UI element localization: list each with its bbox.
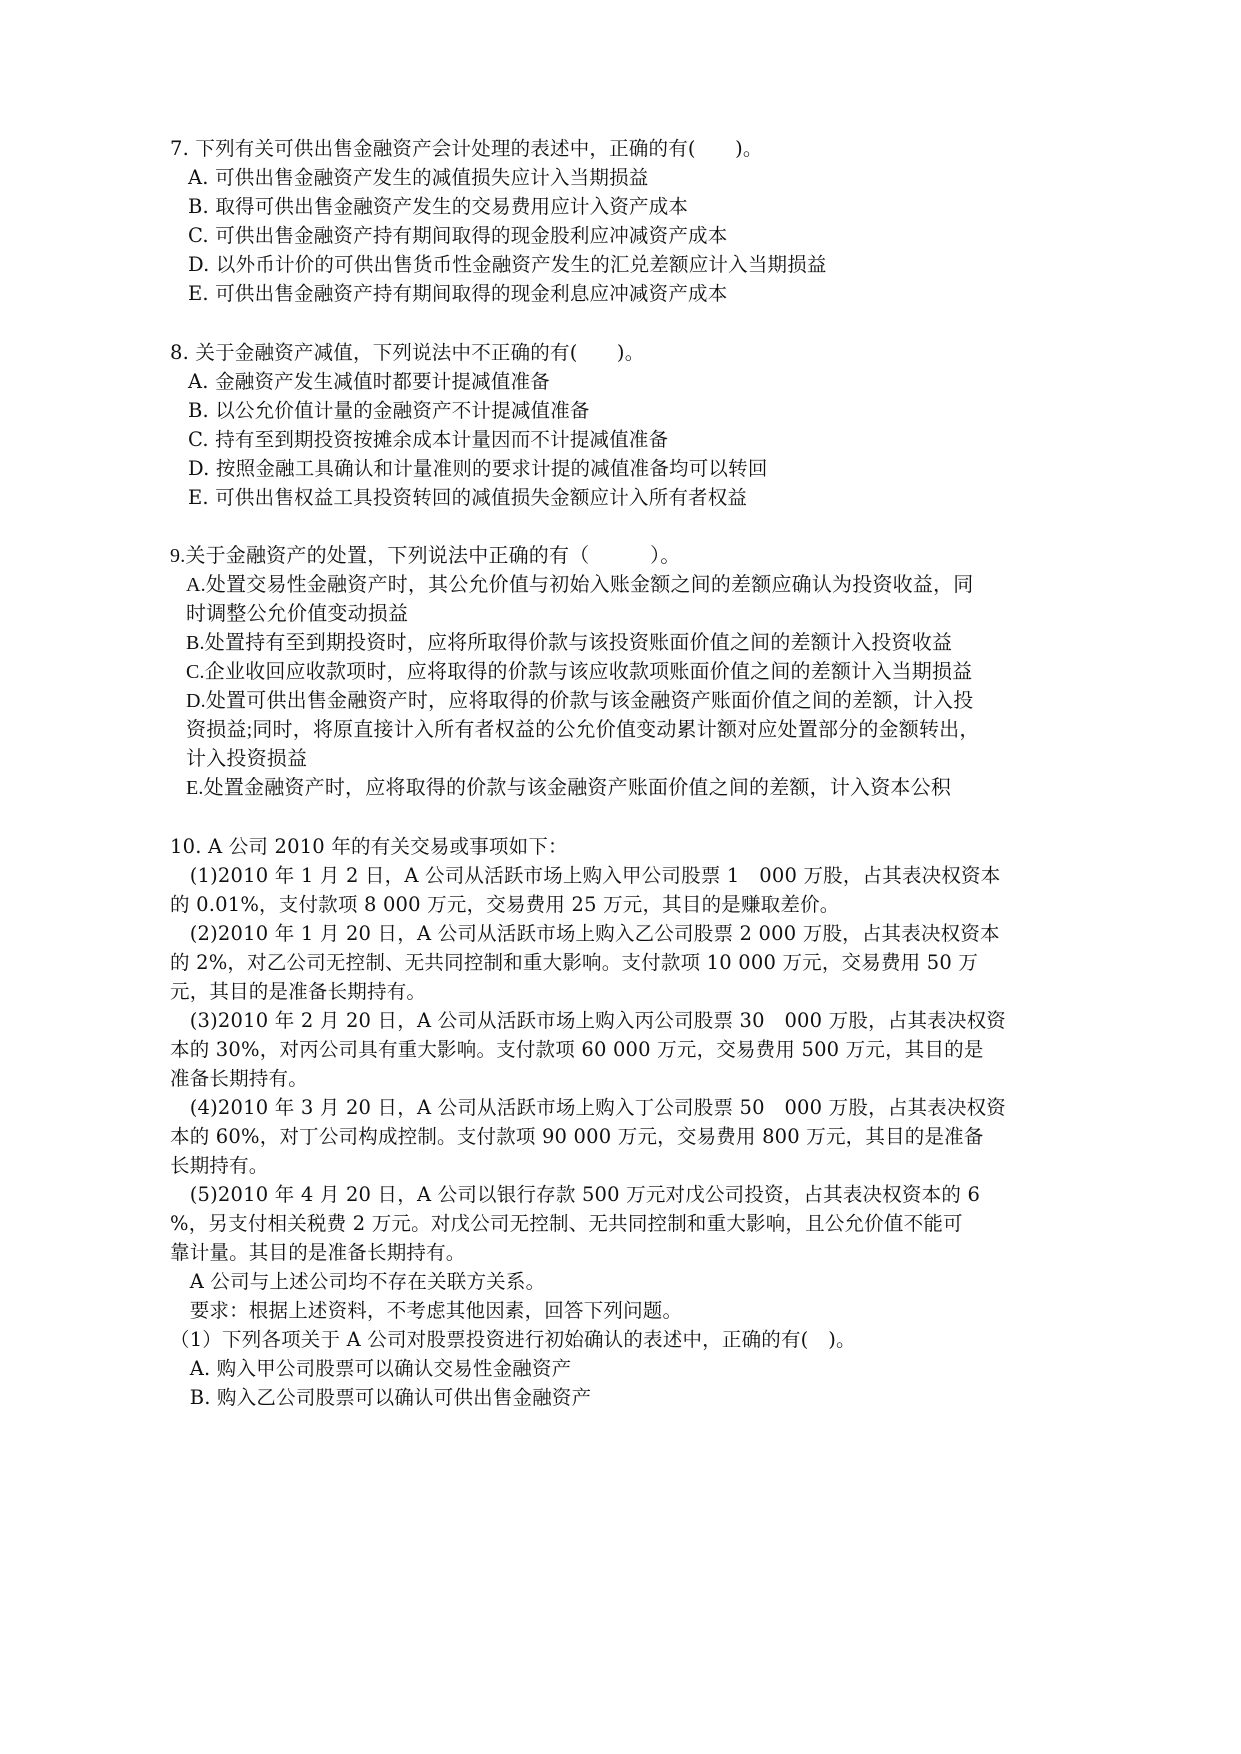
option-c: C.企业收回应收款项时，应将取得的价款与该应收款项账面价值之间的差额计入当期损益 [186, 661, 973, 683]
option-c: C. 持有至到期投资按摊余成本计量因而不计提减值准备 [188, 428, 669, 451]
option-e: E. 可供出售金融资产持有期间取得的现金利息应冲减资产成本 [188, 282, 728, 305]
body-line: (2)2010 年 1 月 20 日，A 公司从活跃市场上购入乙公司股票 2 000 万股，占其表决权资本 [170, 922, 1000, 945]
body-line: (1)2010 年 1 月 2 日，A 公司从活跃市场上购入甲公司股票 1 000 万股，占其表决权资本 [170, 864, 1001, 887]
question-stem: 8. 关于金融资产减值，下列说法中不正确的有( )。 [170, 341, 645, 364]
option-b: B. 取得可供出售金融资产发生的交易费用应计入资产成本 [188, 195, 689, 218]
option-d-line-1: D.处置可供出售金融资产时，应将取得的价款与该金融资产账面价值之间的差额，计入投 [186, 690, 974, 712]
body-line: 靠计量。其目的是准备长期持有。 [170, 1241, 466, 1264]
sub-question-stem: （1）下列各项关于 A 公司对股票投资进行初始确认的表述中，正确的有( )。 [170, 1328, 856, 1351]
option-b: B. 购入乙公司股票可以确认可供出售金融资产 [170, 1386, 592, 1409]
body-line: 准备长期持有。 [170, 1067, 308, 1090]
option-b: B. 以公允价值计量的金融资产不计提减值准备 [188, 399, 590, 422]
option-b: B.处置持有至到期投资时，应将所取得价款与该投资账面价值之间的差额计入投资收益 [186, 632, 953, 654]
option-d: D. 按照金融工具确认和计量准则的要求计提的减值准备均可以转回 [188, 457, 768, 480]
body-line: (3)2010 年 2 月 20 日，A 公司从活跃市场上购入丙公司股票 30 000 万股，占其表决权资 [170, 1009, 1006, 1032]
option-a: A. 金融资产发生减值时都要计提减值准备 [188, 370, 550, 393]
question-stem: 9.关于金融资产的处置，下列说法中正确的有（ ）。 [170, 545, 681, 567]
body-line: 元，其目的是准备长期持有。 [170, 980, 427, 1003]
body-line: 本的 60%，对丁公司构成控制。支付款项 90 000 万元，交易费用 800 万元，其目的是准备 [170, 1125, 984, 1148]
body-line: (5)2010 年 4 月 20 日，A 公司以银行存款 500 万元对戊公司投资，占其表决权资本的 6 [170, 1183, 981, 1206]
option-d: D. 以外币计价的可供出售货币性金融资产发生的汇兑差额应计入当期损益 [188, 253, 827, 276]
option-d-line-2: 资损益;同时，将原直接计入所有者权益的公允价值变动累计额对应处置部分的金额转出， [186, 719, 980, 741]
question-stem: 7. 下列有关可供出售金融资产会计处理的表述中，正确的有( )。 [170, 137, 763, 160]
option-c: C. 可供出售金融资产持有期间取得的现金股利应冲减资产成本 [188, 224, 728, 247]
body-line: A 公司与上述公司均不存在关联方关系。 [170, 1270, 546, 1293]
option-e: E. 可供出售权益工具投资转回的减值损失金额应计入所有者权益 [188, 486, 748, 509]
option-d-line-3: 计入投资损益 [186, 748, 308, 770]
body-line: %，另支付相关税费 2 万元。对戊公司无控制、无共同控制和重大影响，且公允价值不能可 [170, 1212, 963, 1235]
option-a-line-1: A.处置交易性金融资产时，其公允价值与初始入账金额之间的差额应确认为投资收益，同 [186, 574, 974, 596]
option-a: A. 可供出售金融资产发生的减值损失应计入当期损益 [188, 166, 649, 189]
body-line: 要求：根据上述资料，不考虑其他因素，回答下列问题。 [170, 1299, 683, 1322]
option-a-line-2: 时调整公允价值变动损益 [186, 603, 409, 625]
body-line: 的 0.01%，支付款项 8 000 万元，交易费用 25 万元，其目的是赚取差价。 [170, 893, 840, 916]
body-line: 长期持有。 [170, 1154, 269, 1177]
body-line: 的 2%，对乙公司无控制、无共同控制和重大影响。支付款项 10 000 万元，交易费用 50 万 [170, 951, 979, 974]
option-e: E.处置金融资产时，应将取得的价款与该金融资产账面价值之间的差额，计入资本公积 [186, 777, 952, 799]
question-stem: 10. A 公司 2010 年的有关交易或事项如下： [170, 835, 568, 858]
body-line: 本的 30%，对丙公司具有重大影响。支付款项 60 000 万元，交易费用 500 万元，其目的是 [170, 1038, 984, 1061]
body-line: (4)2010 年 3 月 20 日，A 公司从活跃市场上购入丁公司股票 50 000 万股，占其表决权资 [170, 1096, 1006, 1119]
option-a: A. 购入甲公司股票可以确认交易性金融资产 [170, 1357, 572, 1380]
